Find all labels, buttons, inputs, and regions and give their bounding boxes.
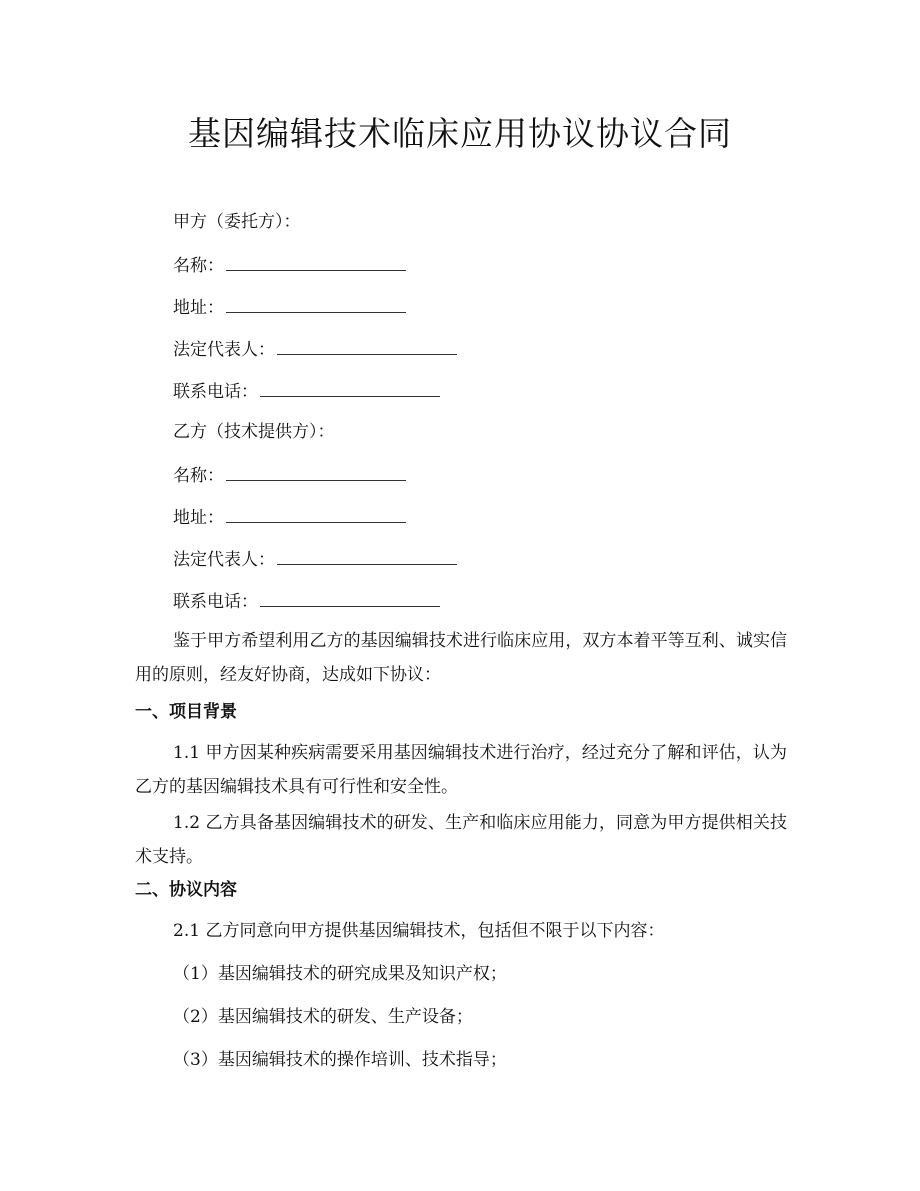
section-2-heading: 二、协议内容 <box>135 880 237 900</box>
list-item: （2）基因编辑技术的研发、生产设备； <box>173 1007 473 1027</box>
party-a-phone-row <box>173 378 440 404</box>
party-b-address-label: 地址： <box>173 508 224 528</box>
party-b-rep-row <box>173 546 457 572</box>
party-b-phone-blank <box>260 588 440 607</box>
intro-paragraph: 鉴于甲方希望利用乙方的基因编辑技术进行临床应用，双方本着平等互利、诚实信用的原则，经友好协商，达成如下协议： <box>135 631 787 685</box>
party-b-name-blank <box>226 462 406 481</box>
party-a-rep-label: 法定代表人： <box>173 340 275 360</box>
party-b-rep-label: 法定代表人： <box>173 550 275 570</box>
party-b-header: 乙方（技术提供方）： <box>173 422 335 442</box>
party-a-address-label: 地址： <box>173 298 224 318</box>
section-1-paragraph-1: 1.1 甲方因某种疾病需要采用基因编辑技术进行治疗，经过充分了解和评估，认为乙方的基因编辑技术具有可行性和安全性。 <box>135 743 787 797</box>
party-b-address-blank <box>226 504 406 523</box>
party-a-name-row <box>173 252 406 278</box>
party-b-name-label: 名称： <box>173 466 224 486</box>
party-b-phone-label: 联系电话： <box>173 592 258 612</box>
party-b-address-row <box>173 504 406 530</box>
section-1-paragraph-2: 1.2 乙方具备基因编辑技术的研发、生产和临床应用能力，同意为甲方提供相关技术支持。 <box>135 813 787 867</box>
section-1-heading: 一、项目背景 <box>135 702 237 722</box>
party-a-rep-row <box>173 336 457 362</box>
party-a-name-label: 名称： <box>173 256 224 276</box>
party-a-phone-label: 联系电话： <box>173 382 258 402</box>
party-a-rep-blank <box>277 336 457 355</box>
party-a-name-blank <box>226 252 406 271</box>
section-2-paragraph-1: 2.1 乙方同意向甲方提供基因编辑技术，包括但不限于以下内容： <box>173 921 665 941</box>
party-a-header: 甲方（委托方）： <box>173 212 301 232</box>
party-b-phone-row <box>173 588 440 614</box>
party-b-name-row <box>173 462 406 488</box>
list-item: （1）基因编辑技术的研究成果及知识产权； <box>173 964 507 984</box>
party-a-address-row <box>173 294 406 320</box>
party-b-rep-blank <box>277 546 457 565</box>
document-title: 基因编辑技术临床应用协议协议合同 <box>188 114 732 153</box>
party-a-address-blank <box>226 294 406 313</box>
list-item: （3）基因编辑技术的操作培训、技术指导； <box>173 1050 507 1070</box>
party-a-phone-blank <box>260 378 440 397</box>
